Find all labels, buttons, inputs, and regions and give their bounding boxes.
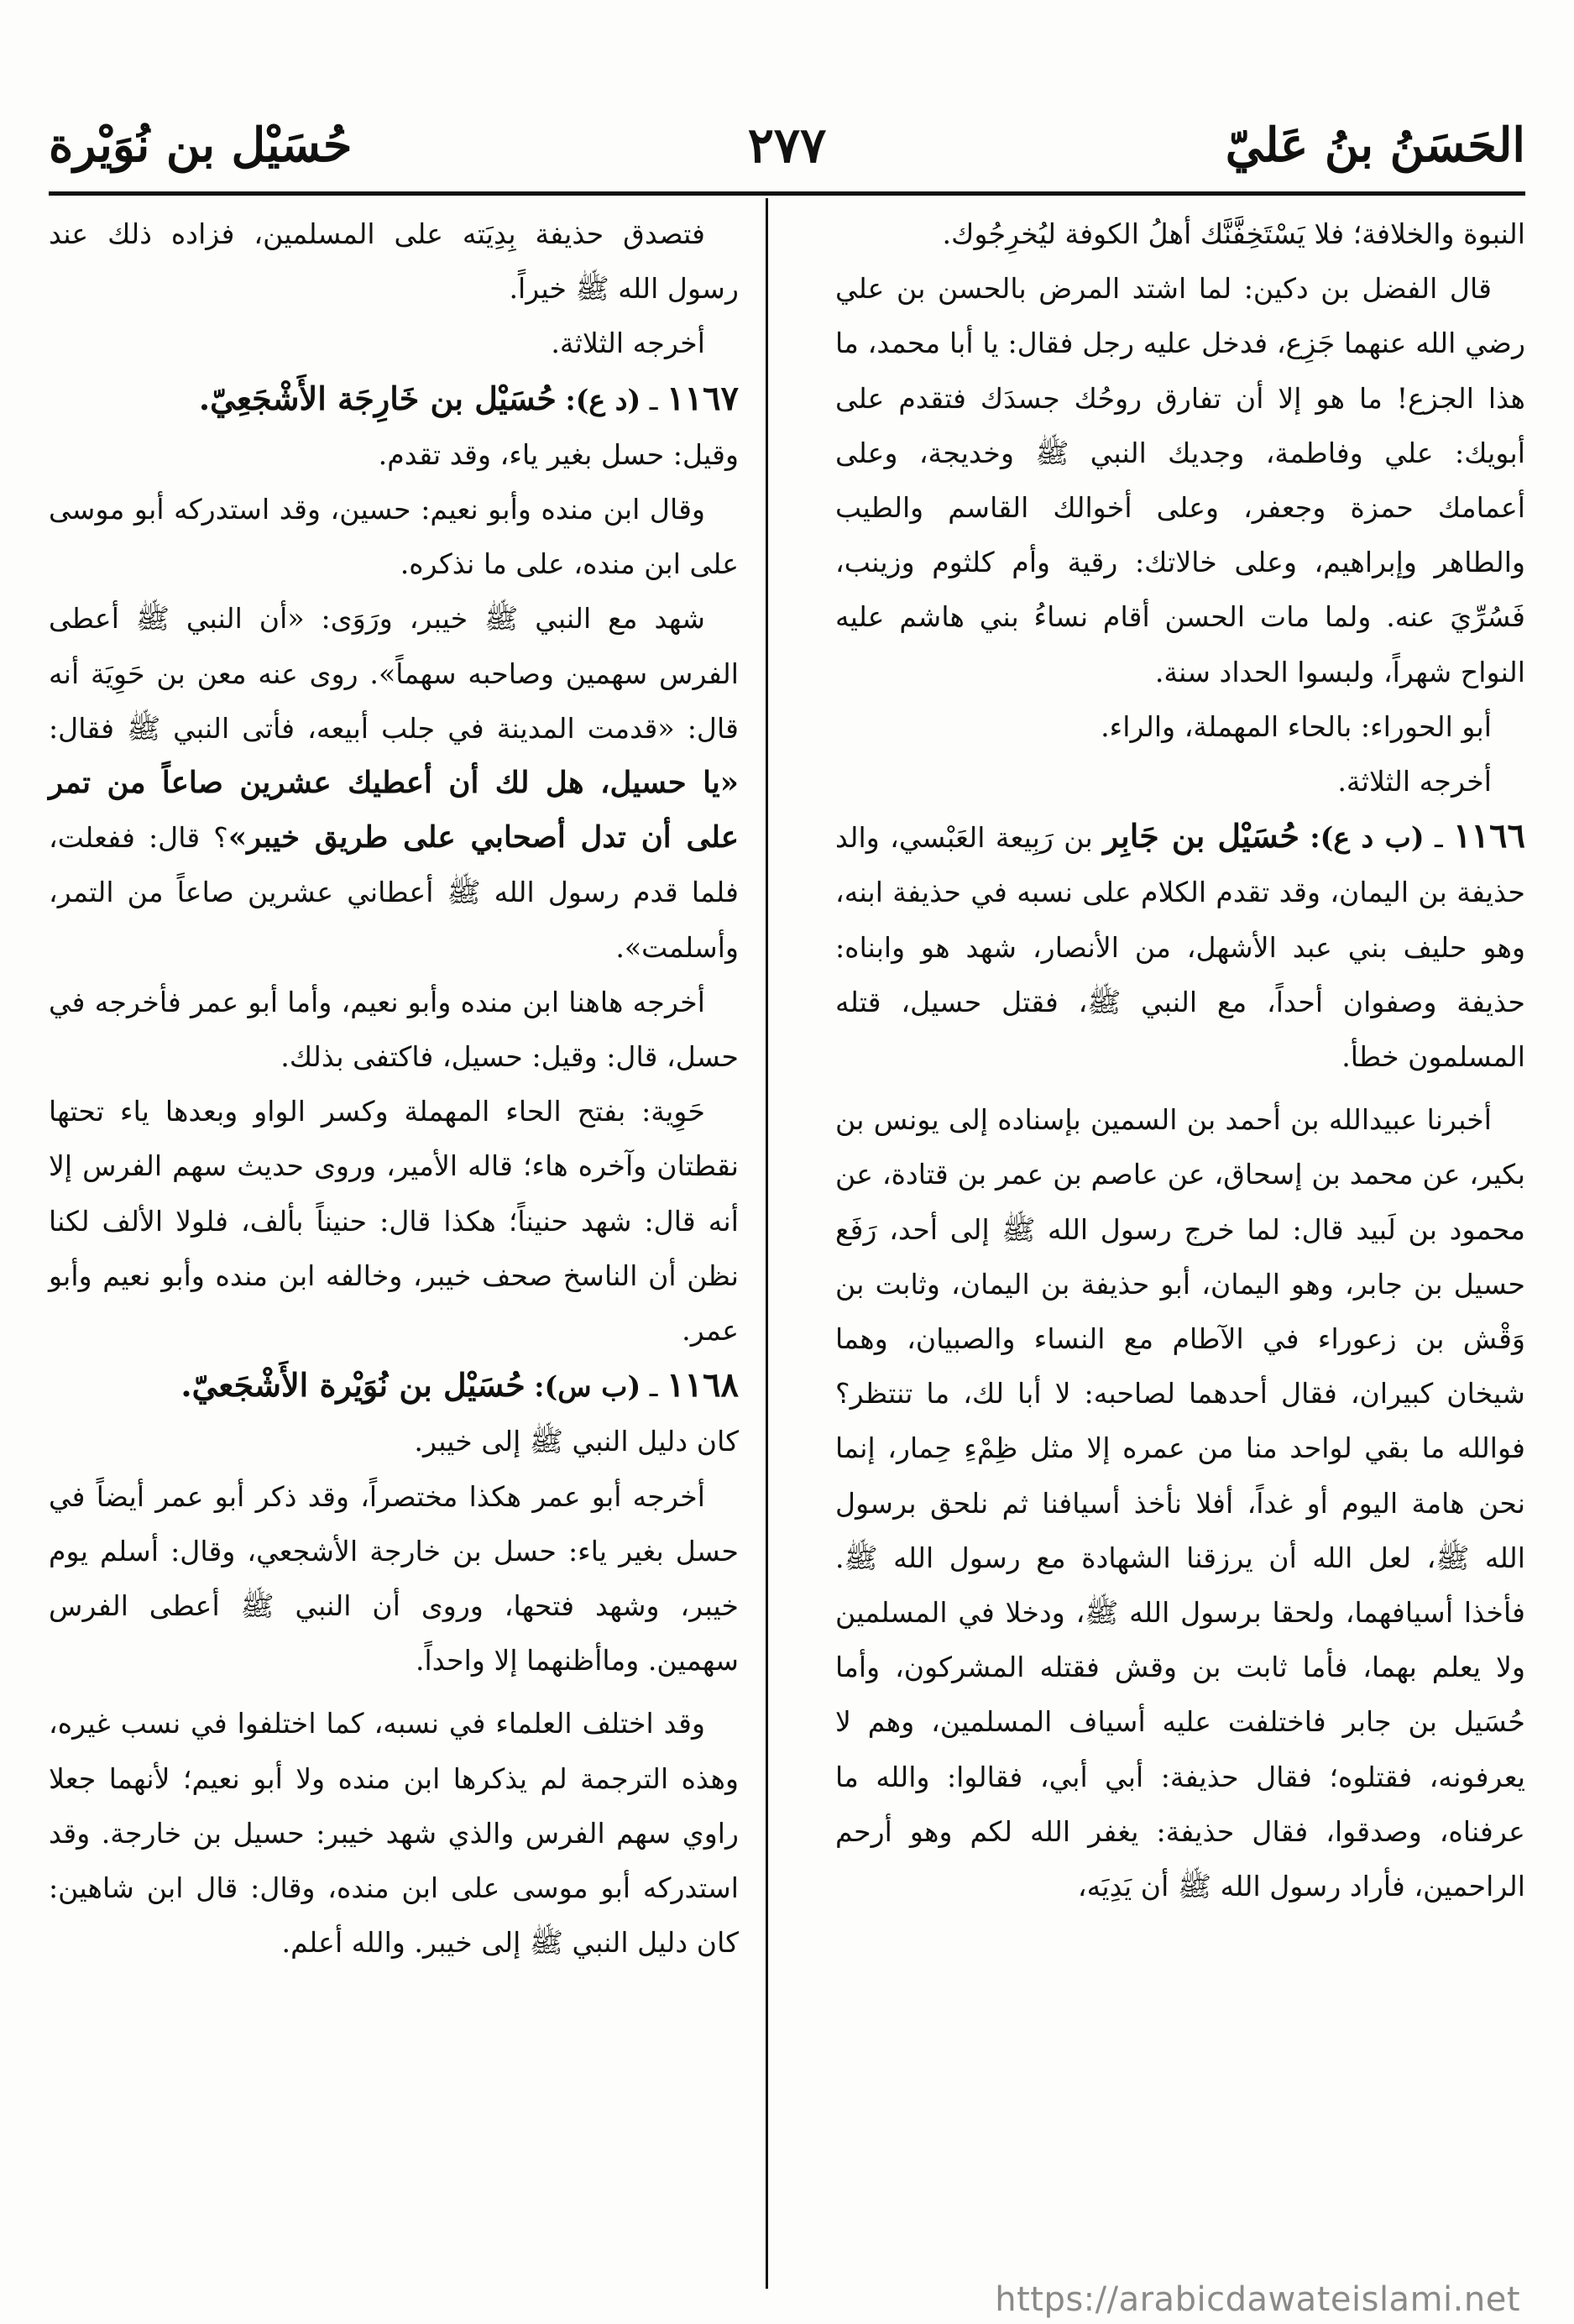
entry-number: ١١٦٧	[667, 378, 739, 418]
watermark: https://arabicdawateislami.net	[995, 2280, 1520, 2319]
paragraph: النبوة والخلافة؛ فلا يَسْتَخِفَّنَّك أهلُ الكوفة ليُخرِجُوك.	[942, 217, 1525, 250]
entry-code: (ب د ع):	[1310, 821, 1425, 855]
entry-number: ١١٦٨	[667, 1365, 739, 1405]
entry-code: (ب س):	[534, 1370, 641, 1404]
paragraph: أخرجه الثلاثة.	[1337, 765, 1492, 798]
entry-number: ١١٦٦	[1453, 816, 1525, 856]
header-rule	[49, 191, 1525, 196]
paragraph	[49, 591, 739, 974]
paragraph: أخبرنا عبيدالله بن أحمد بن السمين بإسناده إلى يونس بن بكير، عن محمد بن إسحاق، عن عاصم بن عمر بن قتادة، عن محمود بن لَبيد قال: لما خرج رسول الله ﷺ إلى أحد، رَفَع حسيل بن جابر، وهو اليمان، أبو حذيفة بن اليمان، وثابت بن وَقْش بن زعوراء في الآطام مع النساء والصبيان، وهما شيخان كبيران، فقال أحدهما لصاحبه: لا أبا لك، ما تنتظر؟ فوالله ما بقي لواحد منا من عمره إلا مثل ظِمْءِ حِمار، إنما نحن هامة اليوم أو غداً، أفلا نأخذ أسيافنا ثم نلحق برسول الله ﷺ، لعل الله أن يرزقنا الشهادة مع رسول الله ﷺ. فأخذا أسيافهما، ولحقا برسول الله ﷺ، ودخلا في المسلمين ولا يعلم بهما، فأما ثابت بن وقش فقتله المشركون، وأما حُسَيل بن جابر فاختلفت عليه أسياف المسلمين، وهم لا يعرفونه، فقتلوه؛ فقال حذيفة: أبي أبي، فقالوا: والله ما عرفناه، وصدقوا، فقال حذيفة: يغفر الله لكم وهو أرحم الراحمين، فأراد رسول الله ﷺ أن يَدِيَه،	[835, 1103, 1525, 1903]
paragraph: حَوِية: بفتح الحاء المهملة وكسر الواو وبعدها ياء تحتها نقطتان وآخره هاء؛ قاله الأمير، وروى حديث سهم الفرس إلا أنه قال: شهد حنيناً؛ هكذا قال: حنيناً بألف، فلولا الألف لكنا نظن أن الناسخ صحف خيبر، وخالفه ابن منده وأبو نعيم وأبو عمر.	[49, 1095, 739, 1348]
hadith-quote: «يا حسيل، هل لك أن أعطيك عشرين صاعاً من تمر على أن تدل أصحابي على طريق خيبر»	[49, 766, 739, 856]
entry-heading: ١١٦٨ ـ (ب س): حُسَيْل بن نُوَيْرة الأَشْجَعيّ.	[180, 1365, 739, 1405]
paragraph: أخرجه الثلاثة.	[551, 327, 705, 360]
paragraph: وقد اختلف العلماء في نسبه، كما اختلفوا في نسب غيره، وهذه الترجمة لم يذكرها ابن منده ولا أبو نعيم؛ لأنهما جعلا راوي سهم الفرس والذي شهد خيبر: حسيل بن خارجة. وقد استدركه أبو موسى على ابن منده، وقال: قال ابن شاهين: كان دليل النبي ﷺ إلى خيبر. والله أعلم.	[49, 1707, 739, 1960]
left-column	[49, 207, 739, 1971]
paragraph: أخرجه هاهنا ابن منده وأبو نعيم، وأما أبو عمر فأخرجه في حسل، قال: وقيل: حسيل، فاكتفى بذلك.	[49, 985, 739, 1074]
page-header	[49, 99, 1525, 191]
paragraph: فتصدق حذيفة بِدِيَته على المسلمين، فزاده ذلك عند رسول الله ﷺ خيراً.	[49, 217, 739, 306]
running-title-left: حُسَيْل بن نُوَيْرة	[49, 118, 353, 173]
entry-name: حُسَيْل بن جَابِر	[1103, 817, 1300, 856]
entry-code: (د ع):	[565, 383, 641, 416]
paragraph: وقيل: حسل بغير ياء، وقد تقدم.	[378, 437, 739, 471]
column-divider	[766, 198, 768, 2289]
entry-text: بن رَبِيعة العَبْسي، والد حذيفة بن اليمان، وقد تقدم الكلام على نسبه في حذيفة ابنه، وهو حليف بني عبد الأشهل، من الأنصار، شهد هو وابناه: حذيفة وصفوان أحداً، مع النبي ﷺ، فقتل حسيل، قتله المسلمون خطأ.	[835, 821, 1525, 1074]
paragraph: قال الفضل بن دكين: لما اشتد المرض بالحسن بن علي رضي الله عنهما جَزِع، فدخل عليه رجل فقال: يا أبا محمد، ما هذا الجزع! ما هو إلا أن تفارق روحُك جسدَك فتقدم على أبويك: علي وفاطمة، وجديك النبي ﷺ وخديجة، وعلى أعمامك حمزة وجعفر، وعلى أخوالك القاسم والطيب والطاهر وإبراهيم، وعلى خالاتك: رقية وأم كلثوم وزينب، فَسُرِّيَ عنه. ولما مات الحسن أقام نساءُ بني هاشم عليه النواح شهراً، ولبسوا الحداد سنة.	[835, 272, 1525, 688]
entry-heading: ١١٦٧ ـ (د ع): حُسَيْل بن خَارِجَة الأَشْجَعِيّ.	[198, 378, 739, 418]
running-title-right: الحَسَنُ بنُ عَليّ	[1225, 118, 1525, 173]
paragraph: كان دليل النبي ﷺ إلى خيبر.	[414, 1425, 739, 1458]
paragraph-text: ؟ قال: ففعلت، فلما قدم رسول الله ﷺ أعطاني عشرين صاعاً من التمر، وأسلمت».	[49, 821, 739, 964]
entry-name: حُسَيْل بن خَارِجَة الأَشْجَعِيّ.	[198, 379, 557, 417]
right-column	[835, 207, 1525, 1913]
entry-name: حُسَيْل بن نُوَيْرة الأَشْجَعيّ.	[180, 1366, 526, 1405]
entry-heading: ١١٦٦ ـ (ب د ع): حُسَيْل بن جَابِر بن رَبِيعة العَبْسي، والد حذيفة بن اليمان، وقد تقدم الكلام على نسبه في حذيفة ابنه، وهو حليف بني عبد الأشهل، من الأنصار، شهد هو وابناه: حذيفة وصفوان أحداً، مع النبي ﷺ، فقتل حسيل، قتله المسلمون خطأ.	[835, 816, 1525, 1074]
paragraph-text: شهد مع النبي ﷺ خيبر، ورَوَى: «أن النبي ﷺ أعطى الفرس سهمين وصاحبه سهماً». روى عنه معن بن حَوِيَة أنه قال: «قدمت المدينة في جلب أبيعه، فأتى النبي ﷺ فقال:	[49, 602, 739, 745]
paragraph: أبو الحوراء: بالحاء المهملة، والراء.	[1101, 709, 1492, 743]
page-number: ٢٧٧	[747, 117, 827, 174]
paragraph: أخرجه أبو عمر هكذا مختصراً، وقد ذكر أبو عمر أيضاً في حسل بغير ياء: حسل بن خارجة الأشجعي، وقال: أسلم يوم خيبر، وشهد فتحها، وروى أن النبي ﷺ أعطى الفرس سهمين. وماأظنهما إلا واحداً.	[49, 1479, 739, 1678]
paragraph: وقال ابن منده وأبو نعيم: حسين، وقد استدركه أبو موسى على ابن منده، على ما نذكره.	[49, 493, 739, 581]
